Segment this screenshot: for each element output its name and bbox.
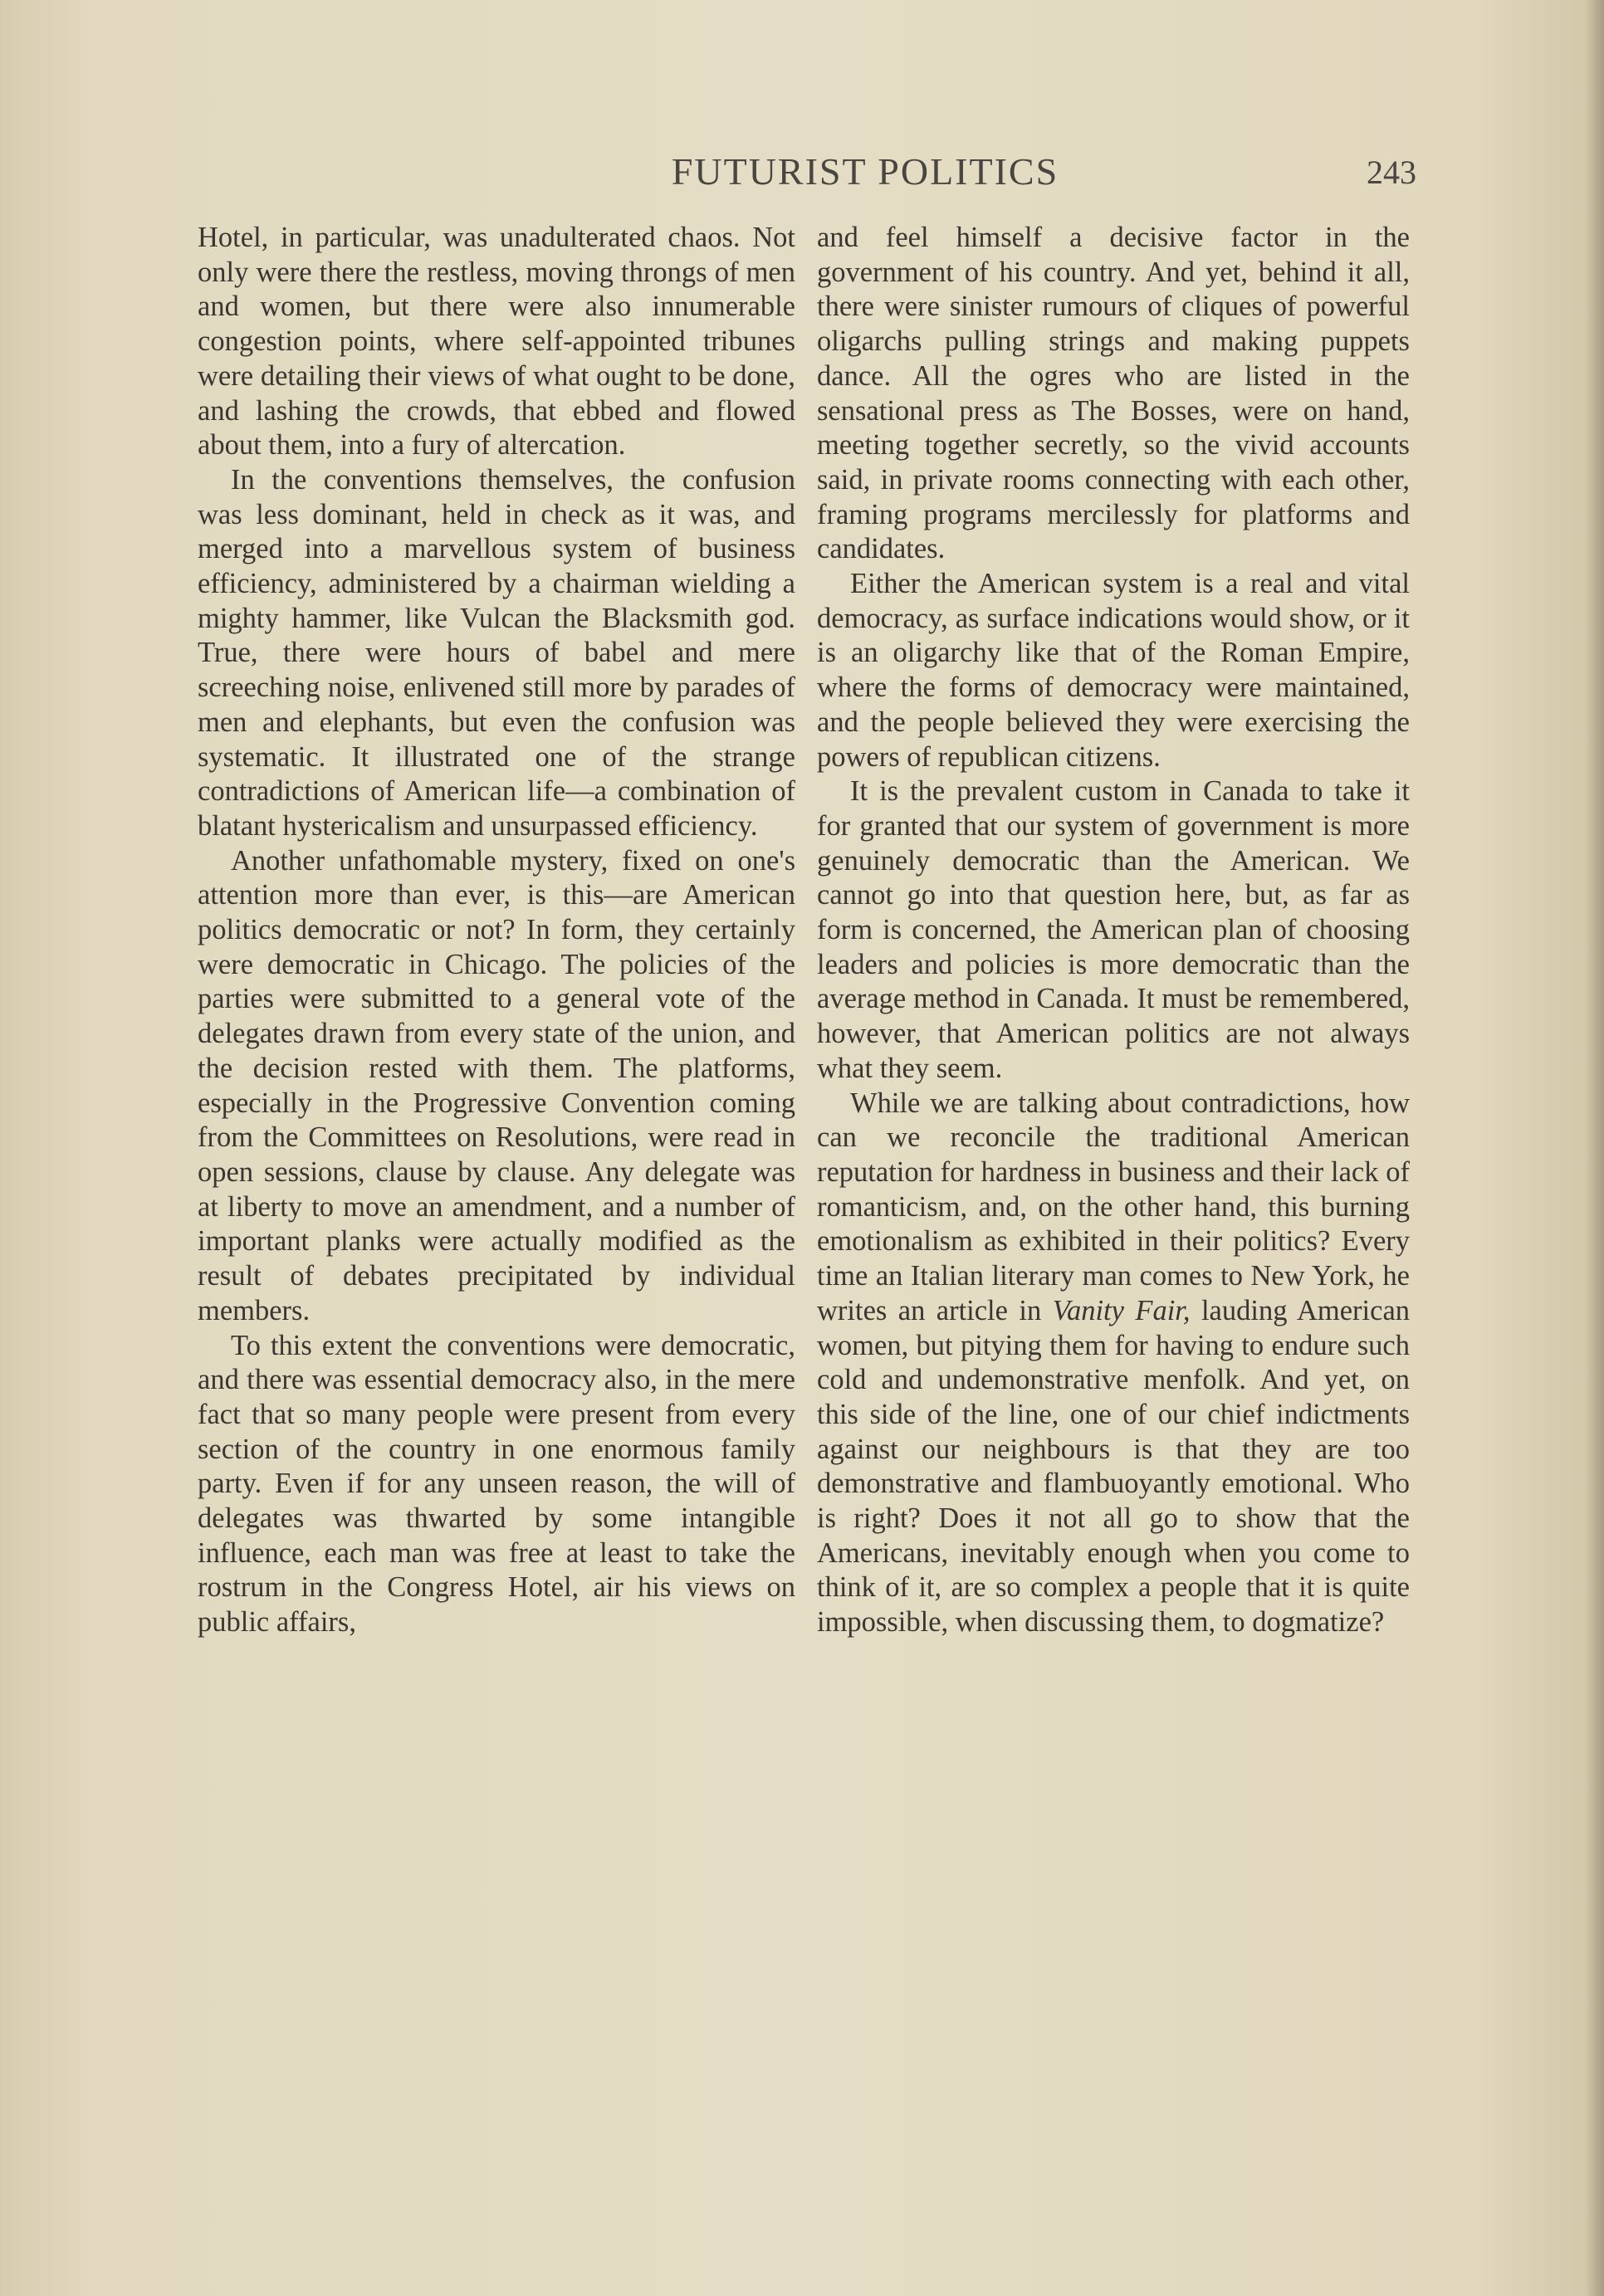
page-number: 243	[1367, 154, 1416, 191]
page-edge-shadow	[1586, 0, 1604, 2296]
running-title: FUTURIST POLITICS	[671, 150, 1059, 193]
paragraph: In the conventions themselves, the confusion was less dominant, held in check as it was, and merged into a marvellous system of business efficiency, administered by a chairman wielding a mighty hammer, like Vulcan the Blacksmith god. True, there were hours of babel and mere screeching noise, enlivened still more by parades of men and elephants, but even the confusion was systematic. It illustrated one of the strange contradictions of American life—a combination of blatant hystericalism and unsurpassed efficiency.	[198, 463, 795, 842]
paragraph: Either the American system is a real and vital democracy, as surface indications would show, or it is an oligarchy like that of the Roman Empire, where the forms of democracy were maintained, and the people believed they were exercising the powers of republican citizens.	[817, 568, 1410, 773]
right-column	[817, 221, 1410, 1640]
paragraph: Hotel, in particular, was unadulterated chaos. Not only were there the restless, moving throngs of men and women, but there were also innumerable congestion points, where self-appointed tribunes were detailing their views of what ought to be done, and lashing the crowds, that ebbed and flowed about them, into a fury of altercation.	[198, 222, 795, 462]
left-column	[198, 221, 795, 1640]
paragraph: It is the prevalent custom in Canada to take it for granted that our system of government is more genuinely democratic than the American. We cannot go into that question here, but, as far as form is concerned, the American plan of choosing leaders and policies is more democratic than the average method in Canada. It must be remembered, however, that American politics are not always what they seem.	[817, 775, 1410, 1084]
paragraph: Another unfathomable mystery, fixed on one's attention more than ever, is this—are American politics democratic or not? In form, they certainly were democratic in Chicago. The policies of the parties were submitted to a general vote of the delegates drawn from every state of the union, and the decision rested with them. The platforms, especially in the Progressive Convention coming from the Committees on Resolutions, were read in open sessions, clause by clause. Any delegate was at liberty to move an amendment, and a number of important planks were actually modified as the result of debates precipitated by individual members.	[198, 844, 795, 1326]
paragraph-text: lauding American women, but pitying them for having to endure such cold and undemonstrative menfolk. And yet, on this side of the line, one of our chief indictments against our neighbours is that they are too demonstrative and flambuoyantly emotional. Who is right? Does it not all go to show that the Americans, inevitably enough when you come to think of it, are so complex a people that it is quite impossible, when discussing them, to dogmatize?	[817, 1294, 1411, 1639]
paragraph: To this extent the conventions were democratic, and there was essential democracy also, in the mere fact that so many people were present from every section of the country in one enormous family party. Even if for any unseen reason, the will of delegates was thwarted by some intangible influence, each man was free at least to take the rostrum in the Congress Hotel, air his views on public affairs,	[198, 1329, 795, 1639]
paragraph: and feel himself a decisive factor in the government of his country. And yet, behind it all, there were sinister rumours of cliques of powerful oligarchs pulling strings and making puppets dance. All the ogres who are listed in the sensational press as The Bosses, were on hand, meeting together secretly, so the vivid accounts said, in private rooms connecting with each other, framing programs mercilessly for platforms and candidates.	[817, 222, 1410, 565]
page-header	[198, 149, 1416, 199]
paragraph-with-italic-title	[817, 1087, 1410, 1640]
magazine-title: Vanity Fair,	[1052, 1294, 1191, 1326]
paragraph-text: While we are talking about contradictions, how can we reconcile the traditional American reputation for hardness in business and their lack of romanticism, and, on the other hand, this burning emotionalism as exhibited in their politics? Every time an Italian literary man comes to New York, he writes an article in	[817, 1087, 1410, 1326]
